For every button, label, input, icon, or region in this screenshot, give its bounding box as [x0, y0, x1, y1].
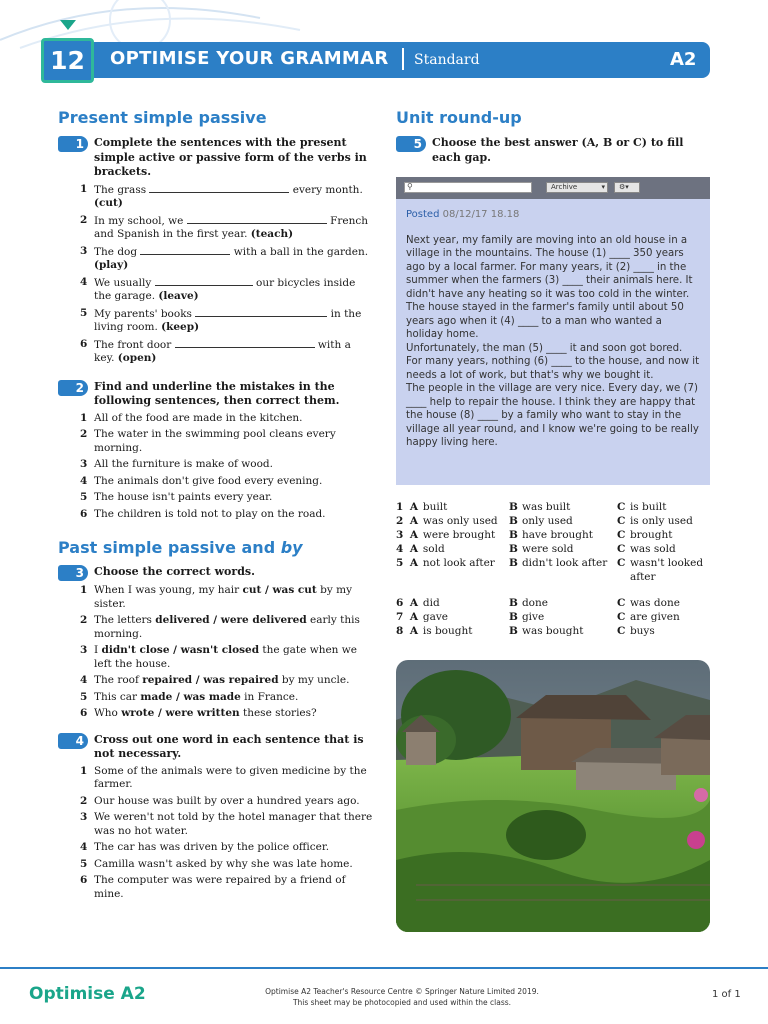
item-prefix: Who	[94, 707, 122, 719]
exercise-4-items	[58, 765, 373, 902]
item-text: All the furniture is make of wood.	[94, 458, 273, 470]
copyright-line-2: This sheet may be photocopied and used within the class.	[292, 998, 512, 1007]
list-item	[80, 508, 373, 522]
option-text: didn't look after	[521, 557, 608, 569]
item-text	[94, 614, 373, 641]
option-letter: A	[409, 529, 419, 541]
option-content	[410, 514, 509, 528]
right-column-header	[396, 108, 710, 165]
option-letter: B	[508, 557, 518, 569]
list-item	[80, 644, 373, 671]
item-number: 4	[80, 275, 88, 288]
list-item	[80, 841, 373, 855]
answer-option-b[interactable]	[509, 610, 617, 624]
answer-number: 5	[396, 557, 404, 569]
item-text	[94, 214, 373, 242]
item-text	[94, 183, 373, 211]
list-item	[80, 276, 373, 304]
item-number: 4	[80, 841, 88, 853]
option-text: is built	[629, 501, 667, 513]
header-divider	[402, 48, 404, 70]
item-number: 2	[80, 794, 88, 807]
list-item	[80, 458, 373, 472]
list-item	[80, 691, 373, 705]
option-content	[617, 514, 716, 528]
exercise-4-header	[58, 733, 373, 762]
exercise-3	[58, 565, 373, 721]
settings-dropdown[interactable]	[614, 182, 640, 193]
word-choice[interactable]: repaired / was repaired	[142, 674, 279, 686]
answer-option-b[interactable]	[509, 500, 617, 514]
option-content	[509, 610, 617, 624]
item-text: The animals don't give food every evening.	[94, 474, 323, 487]
exercise-instruction: Choose the correct words.	[94, 565, 255, 578]
footer-brand: Optimise A2	[29, 984, 146, 1004]
option-content	[617, 556, 716, 584]
option-text: done	[521, 597, 548, 609]
section-title-past-passive	[58, 538, 373, 557]
exercise-2-items	[58, 412, 373, 522]
answer-option-a[interactable]	[410, 514, 509, 528]
list-item	[80, 183, 373, 211]
chevron-down-icon: ▾	[601, 183, 605, 191]
answer-option-b[interactable]	[509, 514, 617, 528]
option-letter: B	[508, 543, 518, 555]
answer-number: 8	[396, 625, 404, 637]
option-text: was bought	[521, 625, 584, 637]
option-text: is bought	[422, 625, 473, 637]
item-number: 6	[80, 874, 88, 886]
answer-number: 7	[396, 611, 404, 623]
item-number: 4	[80, 474, 88, 487]
list-item	[80, 428, 373, 455]
option-letter: B	[508, 529, 518, 541]
answer-option-b[interactable]	[509, 528, 617, 542]
item-suffix: every month.	[289, 183, 363, 196]
answer-option-b[interactable]	[509, 542, 617, 556]
item-suffix: with a key.	[94, 338, 351, 364]
option-text: gave	[422, 611, 449, 623]
option-content	[509, 514, 617, 528]
list-item	[80, 765, 373, 792]
answer-option-c[interactable]	[617, 624, 716, 638]
exercise-2	[58, 380, 373, 522]
option-text: brought	[629, 529, 673, 541]
word-choice[interactable]: cut / was cut	[242, 584, 317, 596]
exercise-number-badge: 5	[396, 136, 426, 152]
answer-option-a[interactable]	[410, 500, 509, 514]
blog-paragraph: Unfortunately, the man (5) ____ it and soon got bored. For many years, nothing (6) ____ to the house, and now it needs a lot of work, but that's why we bought it.	[406, 342, 700, 381]
item-prefix: I	[94, 644, 102, 656]
item-suffix: the gate when we left the house.	[94, 644, 357, 670]
answer-option-c[interactable]	[617, 596, 716, 610]
blog-text	[406, 234, 700, 450]
item-prefix: When I was young, my hair	[94, 584, 243, 596]
answer-row	[396, 610, 716, 624]
verb-hint: (play)	[94, 259, 129, 271]
section-title-text: Past simple passive and	[58, 538, 281, 557]
verb-hint: (leave)	[158, 290, 199, 302]
option-text: was only used	[422, 515, 498, 527]
option-letter: C	[616, 557, 626, 569]
option-content	[410, 624, 509, 638]
answer-option-a[interactable]	[410, 542, 509, 556]
item-prefix: The dog	[94, 245, 141, 258]
item-text: The house isn't paints every year.	[94, 491, 273, 503]
option-content	[617, 624, 716, 638]
answer-number: 4	[396, 543, 404, 555]
option-letter: B	[508, 625, 518, 637]
exercise-1	[58, 136, 373, 366]
option-letter: B	[508, 597, 518, 609]
answer-row	[396, 500, 716, 514]
section-title-italic: by	[280, 538, 303, 557]
option-content	[509, 500, 617, 514]
option-letter: A	[409, 543, 419, 555]
word-choice[interactable]: didn't close / wasn't closed	[101, 644, 260, 656]
option-letter: A	[409, 597, 419, 609]
list-item	[80, 874, 373, 901]
option-text: built	[422, 501, 448, 513]
answer-row	[396, 556, 716, 584]
item-number: 1	[80, 182, 88, 195]
item-suffix: by my sister.	[94, 584, 352, 610]
item-text: The car has was driven by the police officer.	[94, 841, 330, 853]
exercise-3-header	[58, 565, 373, 581]
item-text: Some of the animals were to given medicine by the farmer.	[94, 764, 367, 790]
item-text	[94, 245, 373, 273]
option-text: wasn't looked after	[629, 557, 704, 583]
list-item	[80, 811, 373, 838]
option-text: have brought	[521, 529, 593, 541]
option-letter: B	[508, 501, 518, 513]
item-suffix: by my uncle.	[278, 674, 350, 686]
item-prefix: The grass	[94, 183, 150, 196]
answer-number: 6	[396, 597, 404, 609]
item-text	[94, 584, 373, 611]
item-prefix: In my school, we	[94, 214, 187, 227]
answer-blank[interactable]	[149, 183, 289, 193]
chevron-down-icon: ▾	[625, 183, 629, 191]
list-item	[80, 707, 373, 721]
option-content	[410, 556, 509, 570]
item-number: 5	[80, 306, 88, 319]
left-column	[58, 108, 373, 901]
answer-row	[396, 514, 716, 528]
item-prefix: My parents' books	[94, 307, 196, 320]
option-content	[617, 500, 716, 514]
item-number: 3	[80, 644, 88, 656]
exercise-instruction: Choose the best answer (A, B or C) to fill each gap.	[432, 136, 684, 164]
item-suffix: early this morning.	[94, 614, 360, 640]
answer-option-a[interactable]	[410, 596, 509, 610]
verb-hint: (cut)	[94, 197, 123, 209]
option-content	[509, 528, 617, 542]
option-letter: B	[508, 515, 518, 527]
answer-blank[interactable]	[155, 276, 253, 286]
unit-number-badge: 12	[41, 38, 94, 83]
word-choice[interactable]: delivered / were delivered	[155, 614, 307, 626]
option-content	[617, 528, 716, 542]
option-content	[617, 596, 716, 610]
archive-label: Archive	[551, 183, 578, 191]
blog-paragraph: Next year, my family are moving into an old house in a village in the mountains. The house (1) ____ 350 years ago by a local farmer. For many years, it (2) ____ in the summer when the farmers (3) ____ their animals here. It didn't have any heating so it was too cold in the winter.	[406, 234, 693, 300]
item-text	[94, 276, 373, 304]
exercise-number-badge: 2	[58, 380, 88, 396]
item-number: 2	[80, 614, 88, 626]
option-text: is only used	[629, 515, 693, 527]
item-text: The children is told not to play on the road.	[94, 507, 326, 520]
option-text: were sold	[521, 543, 574, 555]
blog-toolbar	[396, 177, 710, 199]
item-text: We weren't not told by the hotel manager that there was no hot water.	[94, 811, 373, 837]
list-item	[80, 614, 373, 641]
level-label: Standard	[414, 52, 480, 68]
item-suffix: these stories?	[239, 707, 317, 719]
option-text: was done	[629, 597, 680, 609]
item-suffix: French and Spanish in the first year.	[94, 214, 368, 240]
answer-number: 3	[396, 529, 404, 541]
answer-option-b[interactable]	[509, 624, 617, 638]
word-choice[interactable]: wrote / were written	[121, 707, 240, 719]
item-prefix: This car	[94, 690, 141, 703]
option-content	[410, 596, 509, 610]
exercise-4	[58, 733, 373, 902]
answer-option-c[interactable]	[617, 556, 716, 584]
item-number: 3	[80, 811, 88, 823]
answer-row	[396, 624, 716, 638]
item-number: 6	[80, 707, 88, 719]
item-text	[94, 674, 373, 688]
blog-search-input[interactable]	[404, 182, 532, 193]
list-item	[80, 674, 373, 688]
option-letter: C	[616, 501, 626, 513]
answer-row	[396, 542, 716, 556]
item-number: 2	[80, 428, 88, 440]
option-letter: A	[409, 557, 419, 569]
option-letter: C	[616, 625, 626, 637]
answer-options	[396, 500, 716, 638]
list-item	[80, 338, 373, 366]
item-text: The water in the swimming pool cleans every morning.	[94, 428, 336, 454]
option-text: give	[521, 611, 545, 623]
item-prefix: The roof	[94, 674, 143, 686]
item-number: 6	[80, 337, 88, 350]
answer-blank[interactable]	[140, 245, 230, 255]
list-item	[80, 245, 373, 273]
exercise-1-header	[58, 136, 373, 180]
option-letter: B	[508, 611, 518, 623]
option-letter: A	[409, 515, 419, 527]
option-text: sold	[422, 543, 445, 555]
item-text: All of the food are made in the kitchen.	[94, 411, 303, 424]
list-item	[80, 307, 373, 335]
item-text	[94, 644, 373, 671]
option-content	[509, 556, 617, 570]
exercise-3-items	[58, 584, 373, 721]
item-number: 5	[80, 491, 88, 503]
answer-option-c[interactable]	[617, 514, 716, 528]
item-text: Camilla wasn't asked by why she was late home.	[94, 857, 353, 870]
item-number: 1	[80, 764, 88, 777]
item-number: 5	[80, 690, 88, 703]
item-text	[94, 307, 373, 335]
item-number: 6	[80, 507, 88, 520]
blog-paragraph: The house stayed in the farmer's family until about 50 years ago when it (4) ____ to a man who wanted a holiday home.	[406, 302, 684, 340]
option-content	[410, 610, 509, 624]
option-letter: A	[409, 611, 419, 623]
list-item	[80, 475, 373, 489]
answer-blank[interactable]	[175, 338, 315, 348]
verb-hint: (teach)	[250, 228, 294, 240]
option-content	[617, 542, 716, 556]
option-content	[410, 542, 509, 556]
option-content	[617, 610, 716, 624]
item-number: 1	[80, 411, 88, 424]
blog-body	[396, 199, 710, 450]
answer-blank[interactable]	[195, 307, 327, 317]
list-item	[80, 491, 373, 505]
option-letter: C	[616, 515, 626, 527]
exercise-number-badge: 4	[58, 733, 88, 749]
gear-icon: ⚙	[619, 183, 626, 191]
option-text: are given	[629, 611, 680, 623]
copyright-line-1: Optimise A2 Teacher's Resource Centre © Springer Nature Limited 2019.	[265, 987, 539, 996]
option-content	[410, 528, 509, 542]
section-title-present-passive: Present simple passive	[58, 108, 267, 127]
option-letter: C	[616, 597, 626, 609]
item-number: 5	[80, 857, 88, 870]
item-text	[94, 707, 373, 721]
answer-option-c[interactable]	[617, 610, 716, 624]
item-number: 2	[80, 213, 88, 226]
answer-number: 1	[396, 501, 404, 513]
answer-number: 2	[396, 515, 404, 527]
exercise-5-header	[396, 136, 710, 165]
answer-option-c[interactable]	[617, 500, 716, 514]
item-text	[94, 338, 373, 366]
answer-option-a[interactable]	[410, 556, 509, 584]
item-number: 4	[80, 674, 88, 686]
verb-hint: (open)	[117, 352, 157, 364]
answer-option-c[interactable]	[617, 528, 716, 542]
option-text: not look after	[422, 557, 495, 569]
item-prefix: We usually	[94, 276, 155, 289]
option-text: were brought	[422, 529, 496, 541]
item-number: 1	[80, 584, 88, 596]
exercise-1-items	[58, 183, 373, 366]
footer-copyright	[252, 986, 552, 1008]
option-text: only used	[521, 515, 573, 527]
option-content	[509, 542, 617, 556]
option-content	[509, 596, 617, 610]
answer-row	[396, 596, 716, 610]
list-item	[80, 412, 373, 426]
village-photo	[396, 660, 710, 932]
archive-dropdown[interactable]	[546, 182, 608, 193]
exercise-instruction: Cross out one word in each sentence that is not necessary.	[94, 732, 364, 760]
list-item	[80, 584, 373, 611]
item-suffix: with a ball in the garden.	[230, 245, 369, 258]
posted-label: Posted	[406, 209, 440, 220]
item-text: Our house was built by over a hundred years ago.	[94, 794, 360, 807]
item-suffix: our bicycles inside the garage.	[94, 276, 356, 302]
option-text: did	[422, 597, 440, 609]
option-letter: A	[409, 501, 419, 513]
search-icon: ⚲	[407, 182, 413, 191]
exercise-2-header	[58, 380, 373, 409]
list-item	[80, 858, 373, 872]
answer-option-a[interactable]	[410, 610, 509, 624]
option-letter: A	[409, 625, 419, 637]
answer-option-c[interactable]	[617, 542, 716, 556]
posted-date: 08/12/17 18.18	[442, 209, 520, 220]
blog-paragraph: The people in the village are very nice. Every day, we (7) ____ help to repair the house. I think they are happy that the house (8) ____ by a family who want to stay in the village all year round, and I know we're going to be really happy living here.	[406, 383, 699, 448]
item-number: 3	[80, 458, 88, 470]
item-number: 3	[80, 244, 88, 257]
item-suffix: in the living room.	[94, 307, 362, 333]
answer-option-b[interactable]	[509, 596, 617, 610]
exercise-instruction: Find and underline the mistakes in the following sentences, then correct them.	[94, 379, 340, 407]
item-suffix: in France.	[240, 690, 299, 703]
exercise-number-badge: 1	[58, 136, 88, 152]
section-title-unit-round-up: Unit round-up	[396, 108, 522, 127]
option-text: buys	[629, 625, 655, 637]
item-prefix: The front door	[94, 338, 175, 351]
verb-hint: (keep)	[161, 321, 200, 333]
answer-option-a[interactable]	[410, 624, 509, 638]
header-arrow-icon	[60, 20, 76, 30]
exercise-number-badge: 3	[58, 565, 88, 581]
item-text: The computer was were repaired by a friend of mine.	[94, 874, 346, 900]
blog-posted-line	[406, 208, 700, 222]
page-number: 1 of 1	[712, 989, 741, 1000]
answer-blank[interactable]	[187, 214, 327, 224]
option-letter: C	[616, 611, 626, 623]
option-letter: C	[616, 529, 626, 541]
exercise-instruction: Complete the sentences with the present simple active or passive form of the verbs in brackets.	[94, 136, 367, 178]
cefr-label: A2	[670, 49, 697, 70]
option-text: was sold	[629, 543, 676, 555]
word-choice[interactable]: made / was made	[140, 690, 241, 703]
answer-option-b[interactable]	[509, 556, 617, 584]
option-text: was built	[521, 501, 571, 513]
list-item	[80, 214, 373, 242]
item-prefix: The letters	[94, 614, 156, 626]
item-text	[94, 691, 373, 705]
list-item	[80, 795, 373, 809]
option-content	[509, 624, 617, 638]
option-content	[410, 500, 509, 514]
answer-option-a[interactable]	[410, 528, 509, 542]
answer-row	[396, 528, 716, 542]
footer-divider	[0, 967, 768, 969]
blog-post-panel	[396, 177, 710, 485]
option-letter: C	[616, 543, 626, 555]
page-title: OPTIMISE YOUR GRAMMAR	[110, 48, 389, 69]
